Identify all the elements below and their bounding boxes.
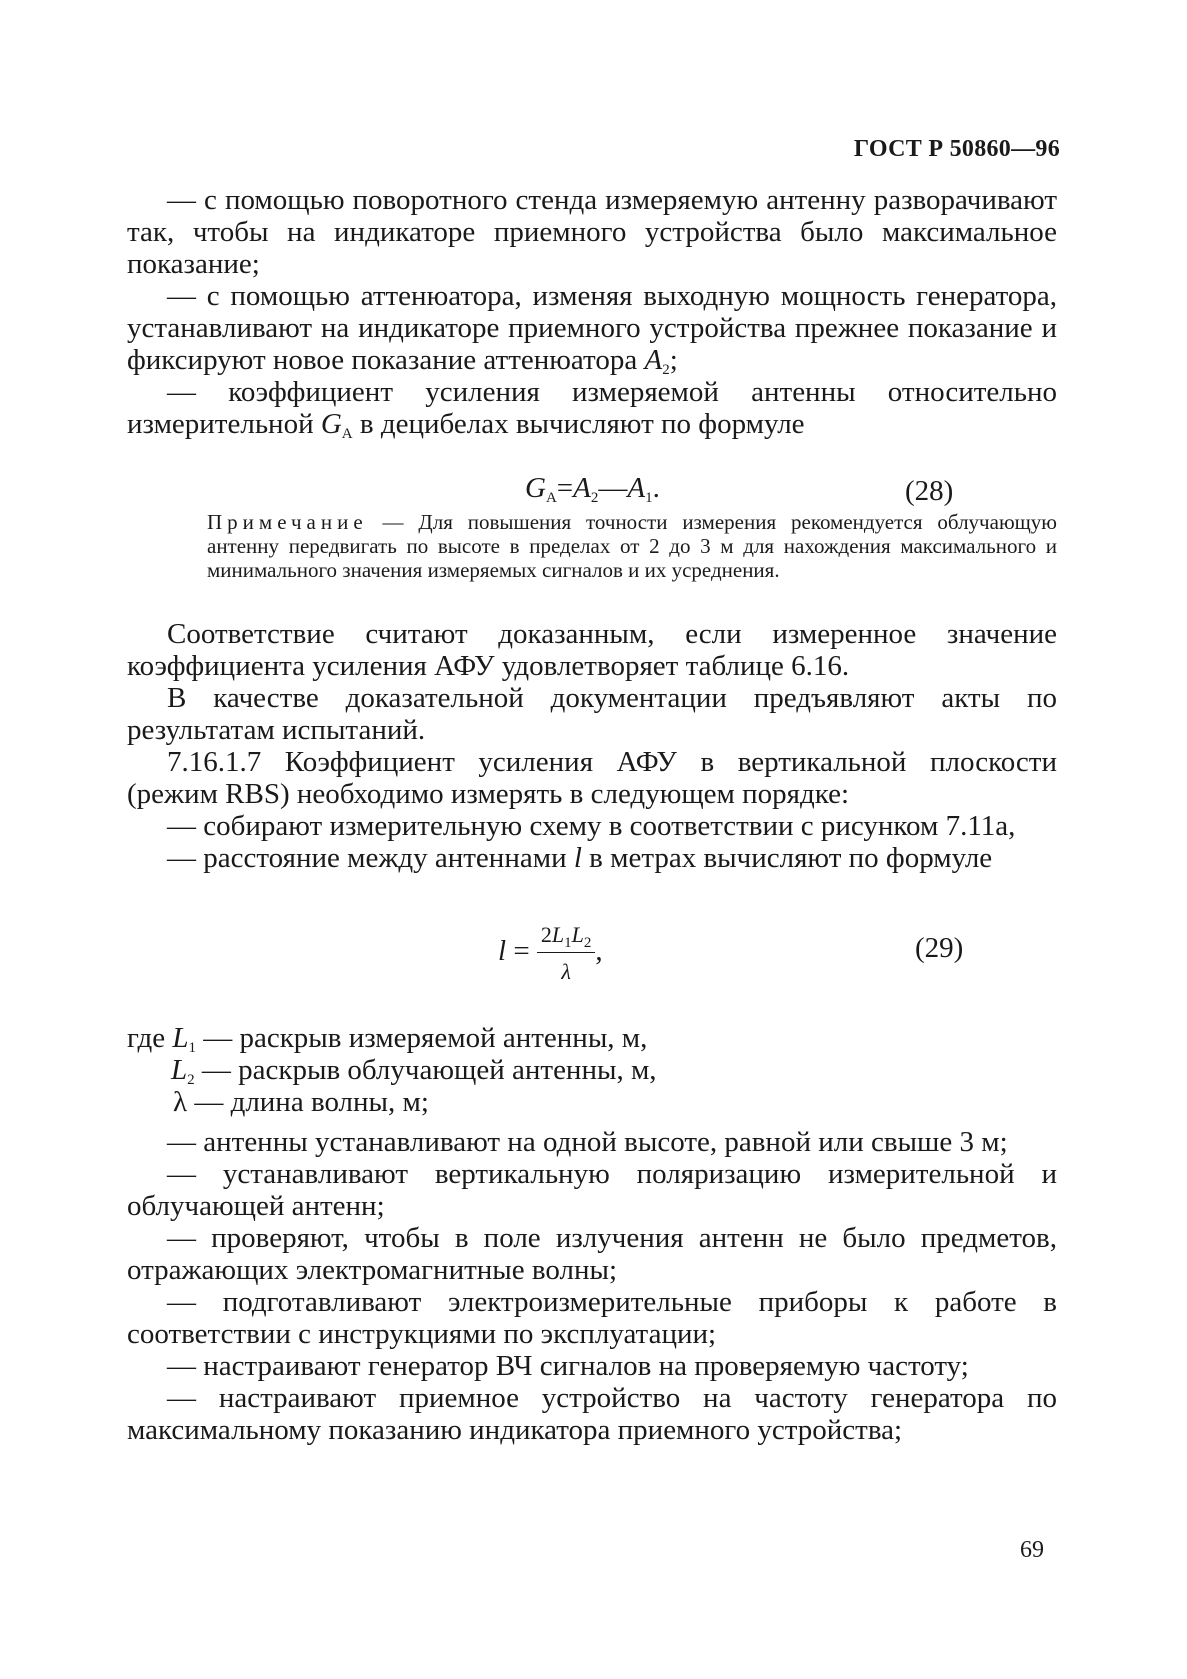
paragraph: В качестве доказательной документации предъявляют акты по результатам испытаний. xyxy=(127,682,1057,746)
mid-text xyxy=(127,618,1057,874)
page-number: 69 xyxy=(1020,1537,1044,1563)
paragraph: — настраивают генератор ВЧ сигналов на проверяемую частоту; xyxy=(167,1350,969,1382)
paragraph: — проверяют, чтобы в поле излучения антенн не было предметов, отражающих электромагнитные волны; xyxy=(127,1222,1057,1286)
where-line: λ — длина волны, м; xyxy=(173,1086,429,1118)
note xyxy=(207,510,1057,582)
bottom-text xyxy=(127,1126,1057,1446)
paragraph: 7.16.1.7 Коэффициент усиления АФУ в вертикальной плоскости (режим RBS) необходимо измерять в следующем порядке: xyxy=(127,746,1057,810)
formula-29: l = $\frac{2L_1L_2}{\lambda}$ , xyxy=(498,922,603,984)
note-label: Примечание xyxy=(207,510,368,534)
paragraph: — расстояние между антеннами l в метрах вычисляют по формуле xyxy=(167,842,993,874)
formula-number: (28) xyxy=(905,475,954,507)
document-header: ГОСТ Р 50860—96 xyxy=(853,136,1060,162)
paragraph: — коэффициент усиления измеряемой антенны относительно измерительной $G_A$ в децибелах вычисляют по формуле xyxy=(127,376,1057,442)
where-list xyxy=(127,1022,1057,1118)
paragraph: — подготавливают электроизмерительные приборы к работе в соответствии с инструкциями по эксплуатации; xyxy=(127,1286,1057,1350)
formula-28: $G_A=A_2—A_1$. xyxy=(525,472,660,506)
paragraph: Соответствие считают доказанным, если измеренное значение коэффициента усиления АФУ удовлетворяет таблице 6.16. xyxy=(127,618,1057,682)
paragraph: — антенны устанавливают на одной высоте, равной или свыше 3 м; xyxy=(167,1126,1008,1158)
formula-number: (29) xyxy=(915,932,964,964)
paragraph: — с помощью аттенюатора, изменяя выходную мощность генератора, устанавливают на индикаторе приемного устройства прежнее показание и фиксируют новое показание аттенюатора $A_2$; xyxy=(127,280,1057,378)
where-line: где $L_1$ — раскрыв измеряемой антенны, м, xyxy=(127,1022,648,1056)
paragraph: — настраивают приемное устройство на частоту генератора по максимальному показанию индикатора приемного устройства; xyxy=(127,1382,1057,1446)
fraction: $\frac{2L_1L_2}{\lambda}$ xyxy=(537,922,596,985)
paragraph: — устанавливают вертикальную поляризацию измерительной и облучающей антенн; xyxy=(127,1158,1057,1222)
paragraph: — собирают измерительную схему в соответствии с рисунком 7.11а, xyxy=(167,810,1016,842)
note-text: — Для повышения точности измерения рекомендуется облучающую антенну передвигать по высоте в пределах от 2 до 3 м для нахождения максимального и минимального значения измеряемых сигналов и их усреднения. xyxy=(207,510,1057,582)
where-line: $L_2$ — раскрыв облучающей антенны, м, xyxy=(171,1054,657,1088)
paragraph: — с помощью поворотного стенда измеряемую антенну разворачивают так, чтобы на индикаторе приемного устройства было максимальное показание; xyxy=(127,184,1057,280)
top-text xyxy=(127,184,1057,440)
